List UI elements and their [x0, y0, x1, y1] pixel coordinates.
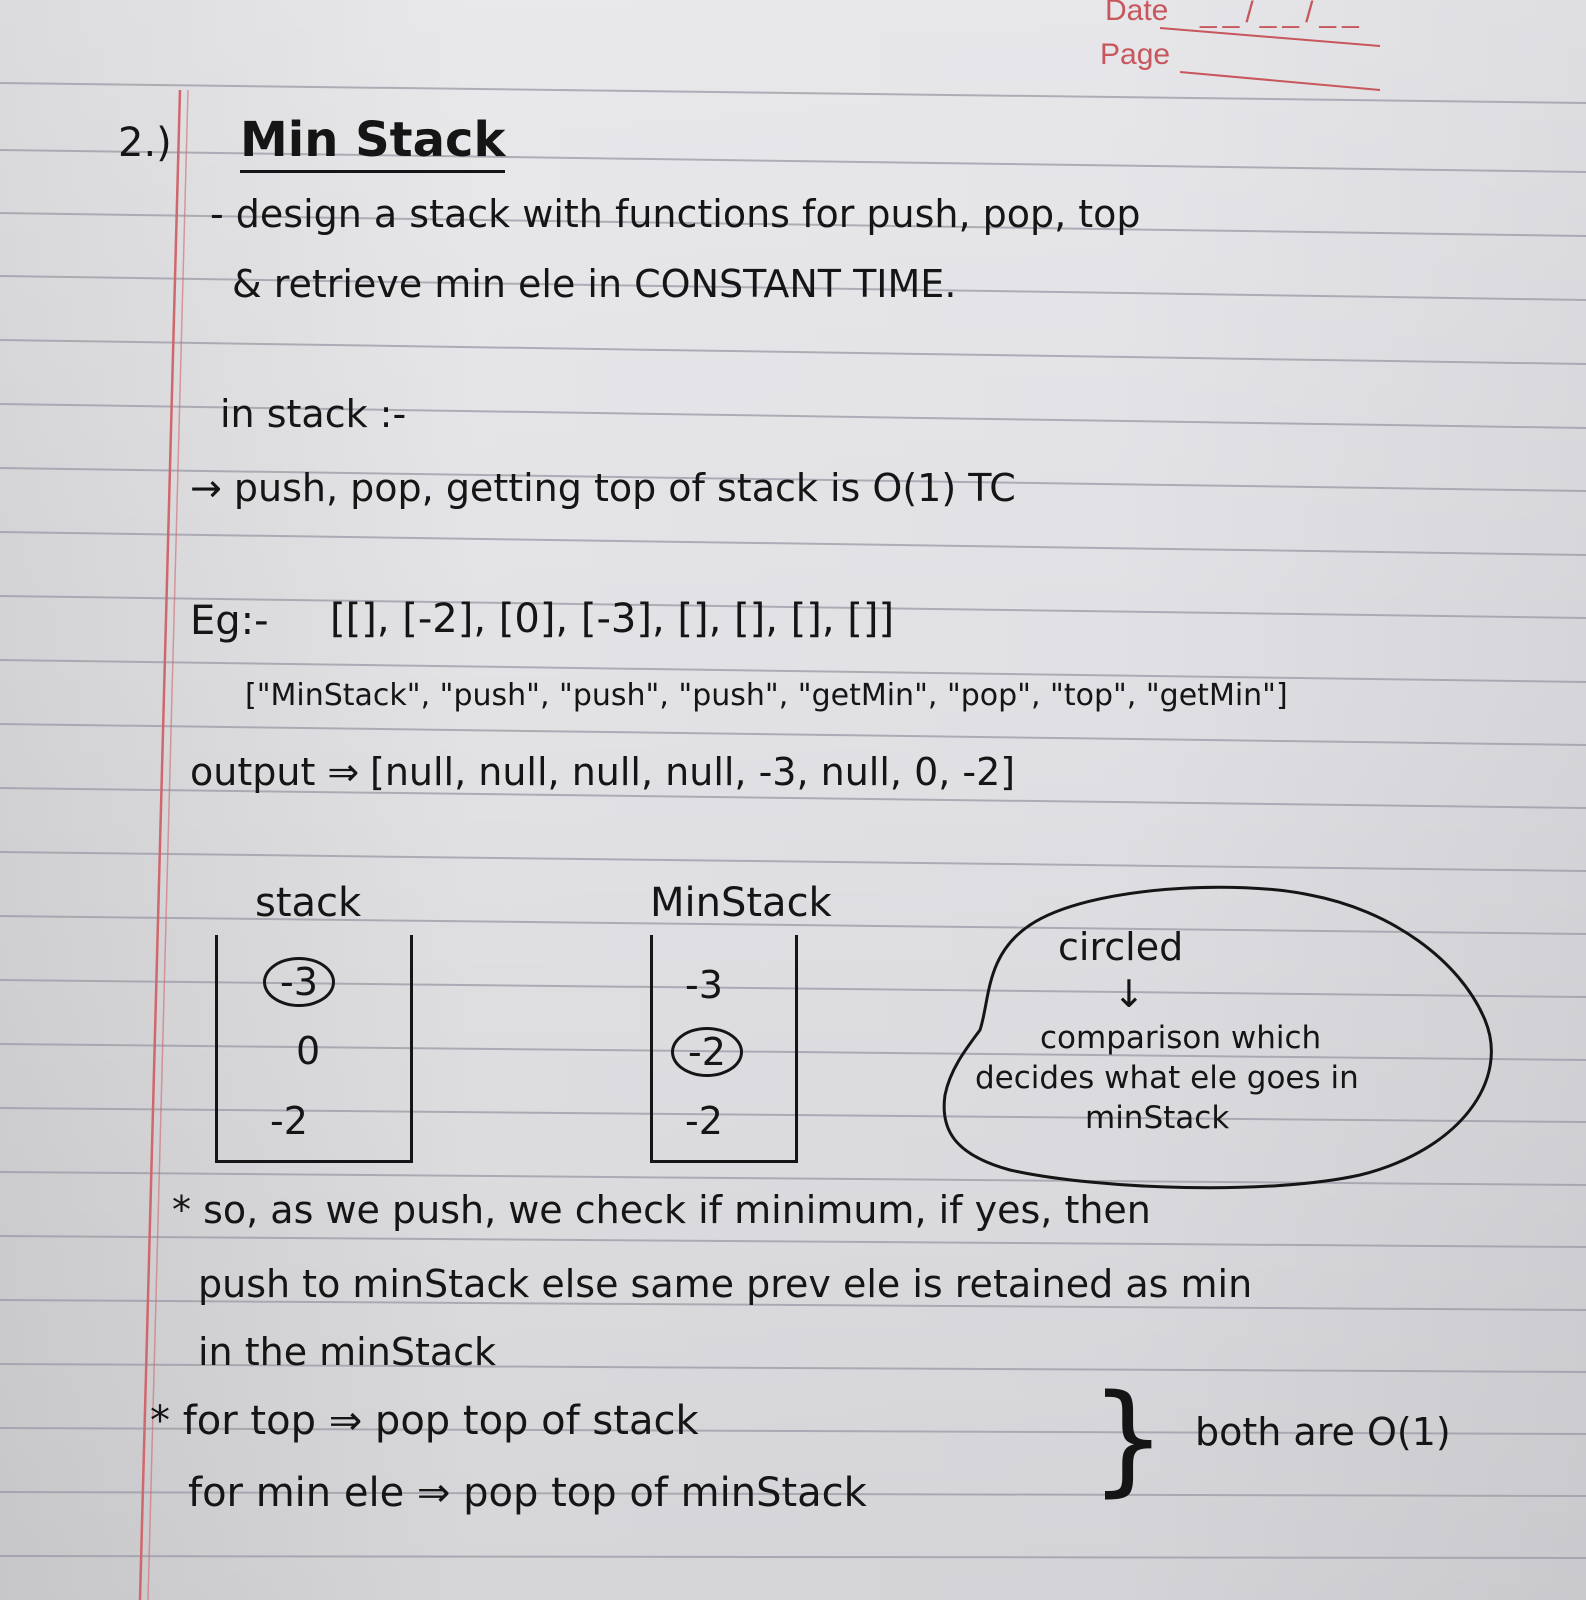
minstack-item: -2: [671, 1027, 743, 1077]
bullet-1-line-2: push to minStack else same prev ele is retained as min: [198, 1262, 1253, 1306]
date-value: __/__/__: [1200, 0, 1365, 29]
in-stack-heading: in stack :-: [220, 392, 407, 436]
description-line-2: & retrieve min ele in CONSTANT TIME.: [232, 262, 957, 306]
minstack-box: [650, 935, 798, 1163]
output-value: [null, null, null, null, -3, null, 0, -2]: [370, 750, 1016, 794]
page-label: Page: [1100, 38, 1171, 71]
stack-label: stack: [255, 880, 362, 926]
example-inputs: [[], [-2], [0], [-3], [], [], [], []]: [330, 596, 895, 642]
example-label: Eg:-: [190, 598, 269, 644]
callout-line-1: circled: [1058, 925, 1184, 969]
complexity-note: → push, pop, getting top of stack is O(1) TC: [190, 466, 1016, 510]
description-line-1: - design a stack with functions for push, pop, top: [210, 192, 1141, 236]
page-title: Min Stack: [240, 112, 505, 173]
bullet-2-line-2: for min ele ⇒ pop top of minStack: [188, 1470, 867, 1516]
output-label: output ⇒: [190, 750, 360, 794]
brace-icon: }: [1090, 1370, 1167, 1509]
callout-line-2: comparison which: [1040, 1020, 1322, 1056]
problem-number: 2.): [118, 120, 172, 166]
callout-line-4: minStack: [1085, 1100, 1230, 1136]
callout-line-3: decides what ele goes in: [975, 1060, 1359, 1096]
date-label: Date: [1105, 0, 1169, 27]
stack-item: 0: [296, 1029, 321, 1073]
callout-arrow-icon: ↓: [1113, 972, 1145, 1016]
bullet-2-note: both are O(1): [1195, 1410, 1451, 1454]
minstack-label: MinStack: [650, 880, 832, 926]
stack-item: -2: [270, 1099, 308, 1143]
bullet-2-line-1: * for top ⇒ pop top of stack: [150, 1398, 699, 1444]
example-operations: ["MinStack", "push", "push", "push", "getMin", "pop", "top", "getMin"]: [245, 678, 1288, 713]
bullet-1-line-3: in the minStack: [198, 1330, 497, 1374]
stack-box: [215, 935, 413, 1163]
minstack-item: -2: [685, 1099, 723, 1143]
minstack-item: -3: [685, 963, 723, 1007]
stack-item: -3: [263, 957, 335, 1007]
bullet-1-line-1: * so, as we push, we check if minimum, if yes, then: [172, 1188, 1151, 1232]
